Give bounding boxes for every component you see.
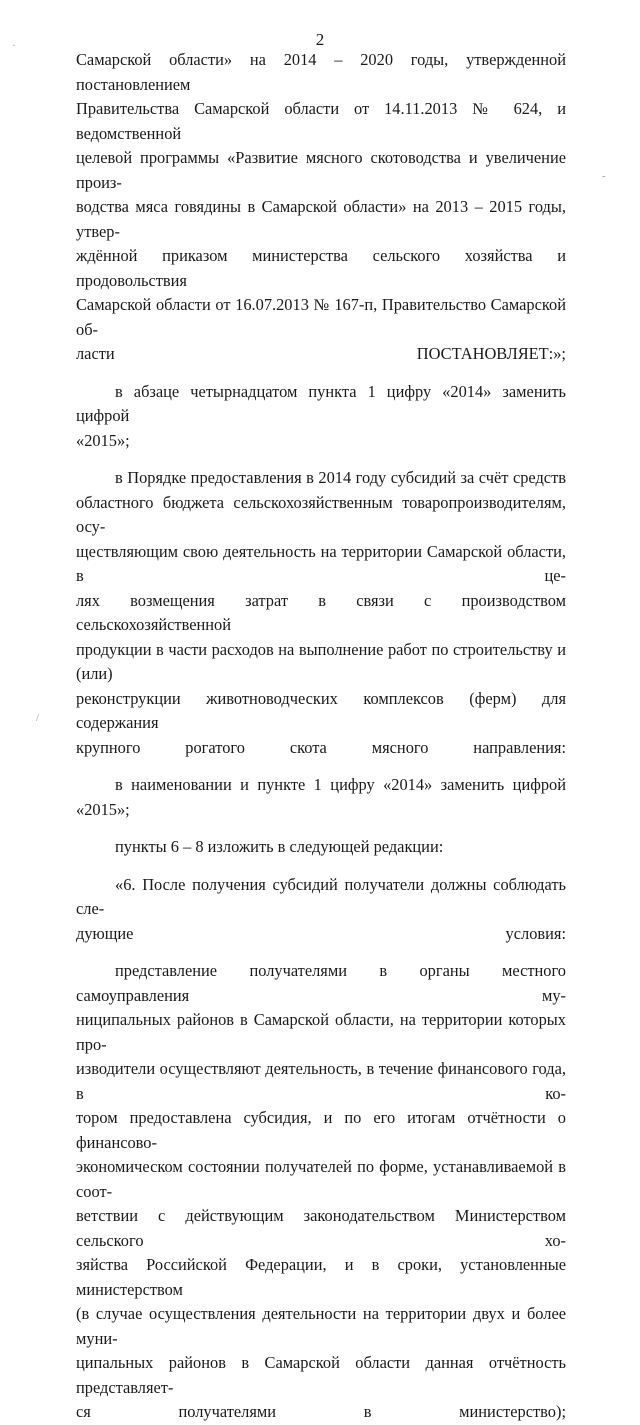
paragraph-point-6: «6. После получения субсидий получатели должны соблюдать сле- дующие условия: bbox=[76, 874, 566, 943]
scan-speck: · bbox=[12, 40, 16, 52]
scan-speck: - bbox=[602, 170, 606, 182]
paragraph-title-change: в наименовании и пункте 1 цифру «2014» заменить цифрой «2015»; bbox=[76, 775, 566, 819]
paragraph-procedure: в Порядке предоставления в 2014 году субсидий за счёт средств областного бюджета сельскохозяйственным товаропроизводителям, осу- ществляющим свою деятельность на территории Самарской области, в це- лях возмещения затрат в связи с производством сельскохозяйственной продукции в части расходов на выполнение работ по строительству и (или) реконструкции животноводческих комплексов (ферм) для содержания крупного рогатого скота мясного направления: bbox=[76, 468, 566, 757]
page-number: 2 bbox=[315, 30, 325, 49]
paragraph-reporting: представление получателями в органы местного самоуправления му- ниципальных районов в Самарской области, на территории которых про- изводители осуществляют деятельность, в течение финансового года, в ко- тором предоставлена субсидия, и по его итогам отчётности о финансово- экономическом состоянии получателей по форме, устанавливаемой в соот- ветствии с действующим законодательством Министерством сельского хо- зяйства Российской Федерации, и в сроки, установленные министерством (в случае осуществления деятельности на территории двух и более муни- ципальных районов в Самарской области данная отчётность представляет- ся получателями в министерство); bbox=[76, 961, 566, 1421]
paragraph-clause-14: в абзаце четырнадцатом пункта 1 цифру «2014» заменить цифрой «2015»; bbox=[76, 381, 566, 450]
scan-speck: / bbox=[36, 712, 40, 724]
paragraph-points-6-8: пункты 6 – 8 изложить в следующей редакции: bbox=[115, 837, 444, 856]
document-body bbox=[76, 48, 566, 1425]
paragraph-continuation: Самарской области» на 2014 – 2020 годы, утвержденной постановлением Правительства Самарской области от 14.11.2013 № 624, и ведомственной целевой программы «Развитие мясного скотоводства и увеличение произ- водства мяса говядины в Самарской области» на 2013 – 2015 годы, утвер- ждённой приказом министерства сельского хозяйства и продовольствия Самарской области от 16.07.2013 № 167-п, Правительство Самарской об- ласти ПОСТАНОВЛЯЕТ:»; bbox=[76, 50, 566, 363]
